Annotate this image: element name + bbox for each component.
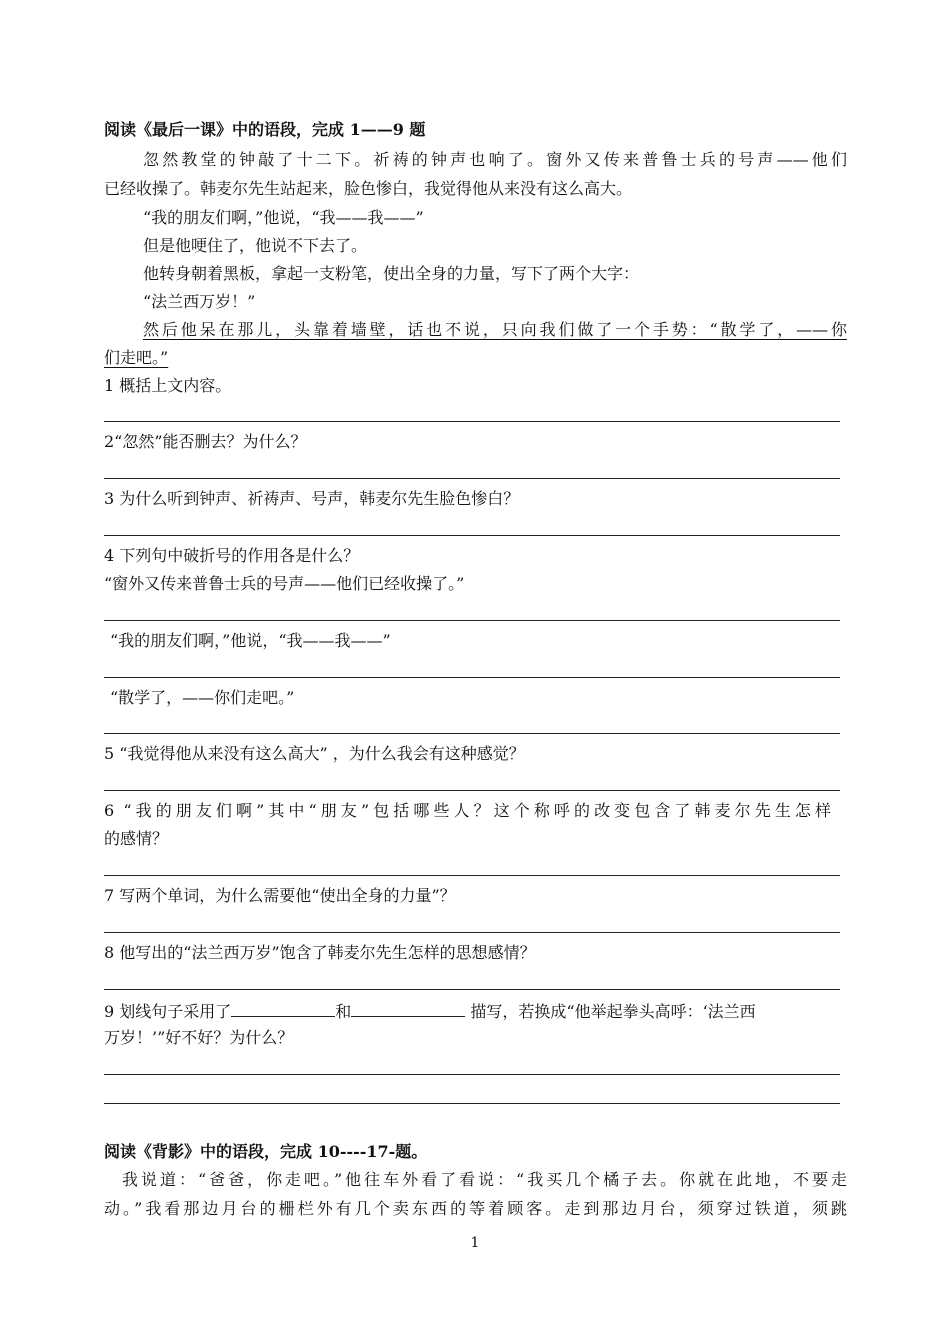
answer-line <box>104 620 840 621</box>
underlined-sentence: 们走吧。” <box>104 348 169 367</box>
passage-line: 他转身朝着黑板，拿起一支粉笔，使出全身的力量，写下了两个大字： <box>143 264 640 283</box>
question-9-suffix: 描写，若换成“他举起拳头高呼：‘法兰西 <box>465 1002 756 1021</box>
fill-blank[interactable] <box>351 1000 465 1017</box>
fill-blank[interactable] <box>231 1000 335 1017</box>
answer-line <box>104 677 840 678</box>
answer-line <box>104 421 840 422</box>
passage-line: “我的朋友们啊，”他说，“我——我——” <box>143 208 424 227</box>
question-1: 1 概括上文内容。 <box>104 376 232 395</box>
page-number: 1 <box>470 1235 480 1251</box>
question-6: 6 “我的朋友们啊”其中“朋友”包括哪些人？这个称呼的改变包含了韩麦尔先生怎样 <box>104 801 831 820</box>
question-4-item-a: “窗外又传来普鲁士兵的号声——他们已经收操了。” <box>104 574 465 593</box>
passage-line: 已经收操了。韩麦尔先生站起来，脸色惨白，我觉得他从来没有这么高大。 <box>104 179 633 198</box>
passage-line: 但是他哽住了，他说不下去了。 <box>143 236 368 255</box>
answer-line <box>104 932 840 933</box>
passage-line: 动。”我看那边月台的栅栏外有几个卖东西的等着顾客。走到那边月台，须穿过铁道，须跳 <box>104 1199 847 1218</box>
question-9-prefix: 9 划线句子采用了 <box>104 1002 232 1021</box>
answer-line <box>104 478 840 479</box>
question-9-cont: 万岁！’”好不好？为什么？ <box>104 1028 294 1047</box>
question-9-mid: 和 <box>335 1002 352 1021</box>
question-2: 2“忽然”能否删去？为什么？ <box>104 432 307 451</box>
question-4: 4 下列句中破折号的作用各是什么？ <box>104 546 360 565</box>
passage-line: 忽然教堂的钟敲了十二下。祈祷的钟声也响了。窗外又传来普鲁士兵的号声——他们 <box>143 150 847 169</box>
question-7: 7 写两个单词，为什么需要他“使出全身的力量”？ <box>104 886 456 905</box>
answer-line <box>104 535 840 536</box>
question-8: 8 他写出的“法兰西万岁”饱含了韩麦尔先生怎样的思想感情？ <box>104 943 536 962</box>
answer-line <box>104 733 840 734</box>
section1-heading: 阅读《最后一课》中的语段，完成 1——9 题 <box>104 120 426 139</box>
passage-line: “法兰西万岁！” <box>143 292 256 311</box>
question-3: 3 为什么听到钟声、祈祷声、号声，韩麦尔先生脸色惨白？ <box>104 489 520 508</box>
question-9 <box>104 1000 756 1022</box>
answer-line <box>104 1103 840 1104</box>
answer-line <box>104 989 840 990</box>
answer-line <box>104 1074 840 1075</box>
question-4-item-b: “我的朋友们啊，”他说，“我——我——” <box>110 631 391 650</box>
answer-line <box>104 790 840 791</box>
question-4-item-c: “散学了，——你们走吧。” <box>110 688 295 707</box>
passage-line: 我说道：“爸爸，你走吧。”他往车外看了看说：“我买几个橘子去。你就在此地，不要走 <box>122 1170 847 1189</box>
answer-line <box>104 875 840 876</box>
section2-heading: 阅读《背影》中的语段，完成 10----17-题。 <box>104 1142 428 1161</box>
underlined-sentence: 然后他呆在那儿，头靠着墙壁，话也不说，只向我们做了一个手势：“散学了，——你 <box>143 320 847 339</box>
question-5: 5 “我觉得他从来没有这么高大” ，为什么我会有这种感觉？ <box>104 744 525 763</box>
question-6-cont: 的感情？ <box>104 829 169 848</box>
